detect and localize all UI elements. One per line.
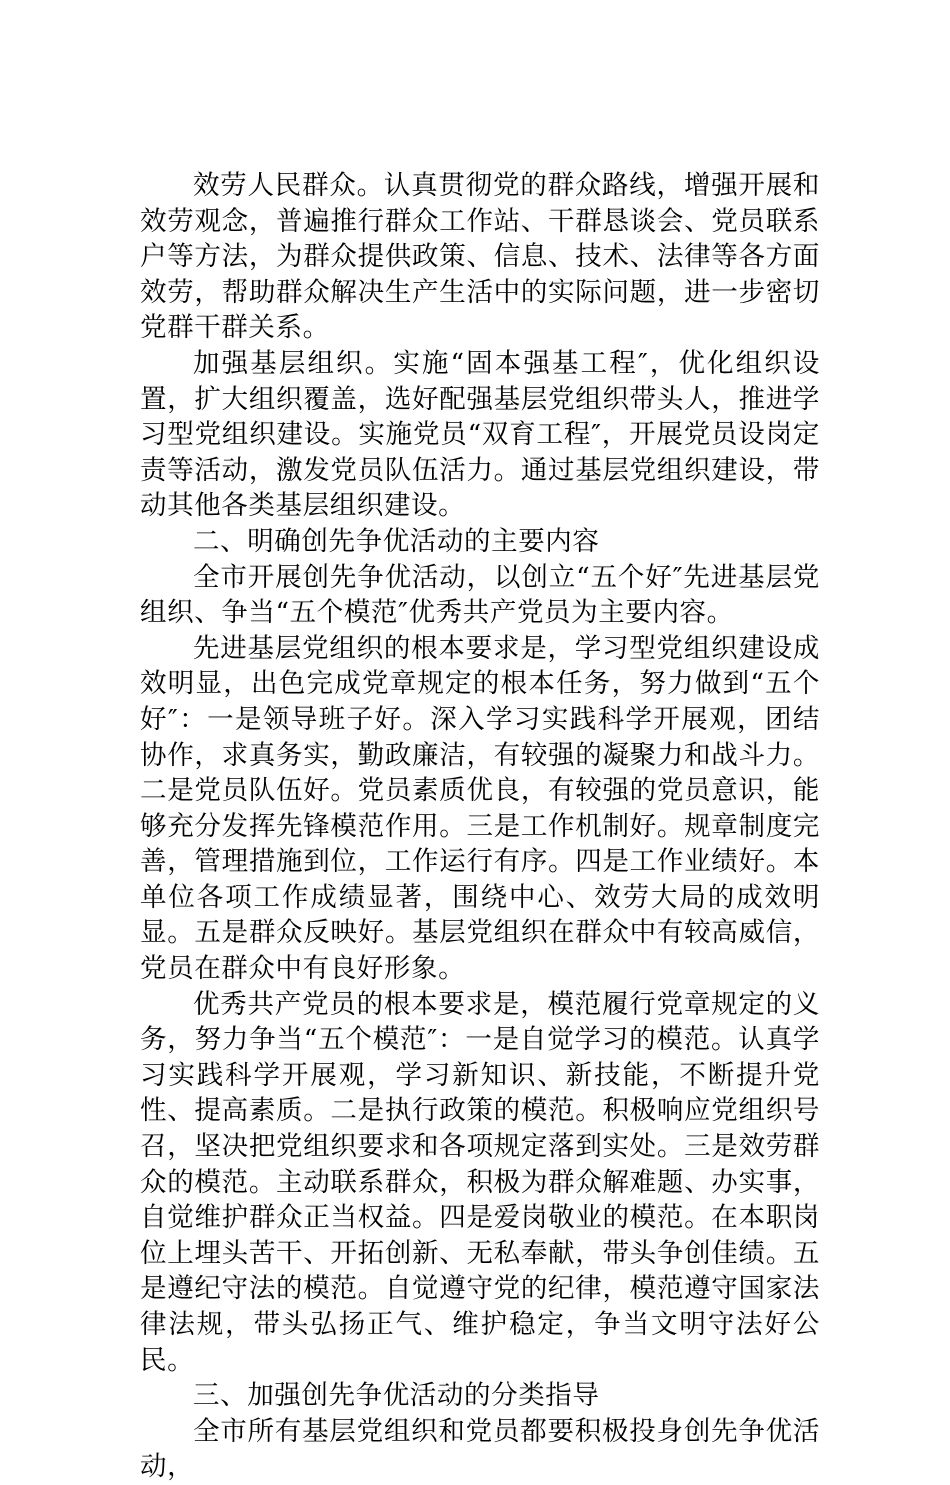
paragraph-all-party-members: 全市所有基层党组织和党员都要积极投身创先争优活动，: [140, 1415, 820, 1483]
document-body: [140, 168, 820, 1485]
paragraph-serve-masses: 效劳人民群众。认真贯彻党的群众路线，增强开展和效劳观念，普遍推行群众工作站、干群恳谈会、党员联系户等方法，为群众提供政策、信息、技术、法律等各方面效劳，帮助群众解决生产生活中的实际问题，进一步密切党群干群关系。: [140, 170, 820, 344]
paragraph-five-models: 优秀共产党员的根本要求是，模范履行党章规定的义务，努力争当“五个模范″：一是自觉学习的模范。认真学习实践科学开展观，学习新知识、新技能，不断提升党性、提高素质。二是执行政策的模范。积极响应党组织号召，坚决把党组织要求和各项规定落到实处。三是效劳群众的模范。主动联系群众，积极为群众解难题、办实事，自觉维护群众正当权益。四是爱岗敬业的模范。在本职岗位上埋头苦干、开拓创新、无私奉献，带头争创佳绩。五是遵纪守法的模范。自觉遵守党的纪律，模范遵守国家法律法规，带头弘扬正气、维护稳定，争当文明守法好公民。: [140, 988, 820, 1376]
paragraph-main-content: 全市开展创先争优活动，以创立“五个好″先进基层党组织、争当“五个模范″优秀共产党员为主要内容。: [140, 561, 820, 629]
section-heading-2: 二、明确创先争优活动的主要内容: [193, 525, 600, 557]
paragraph-strengthen-grassroots: 加强基层组织。实施“固本强基工程″，优化组织设置，扩大组织覆盖，选好配强基层党组织带头人，推进学习型党组织建设。实施党员“双育工程″，开展党员设岗定责等活动，激发党员队伍活力。通过基层党组织建设，带动其他各类基层组织建设。: [140, 347, 820, 522]
section-heading-3: 三、加强创先争优活动的分类指导: [193, 1380, 600, 1412]
paragraph-five-goods: 先进基层党组织的根本要求是，学习型党组织建设成效明显，出色完成党章规定的根本任务，努力做到“五个好″：一是领导班子好。深入学习实践科学开展观，团结协作，求真务实，勤政廉洁，有较强的凝聚力和战斗力。二是党员队伍好。党员素质优良，有较强的党员意识，能够充分发挥先锋模范作用。三是工作机制好。规章制度完善，管理措施到位，工作运行有序。四是工作业绩好。本单位各项工作成绩显著，围绕中心、效劳大局的成效明显。五是群众反映好。基层党组织在群众中有较高威信，党员在群众中有良好形象。: [140, 632, 820, 985]
